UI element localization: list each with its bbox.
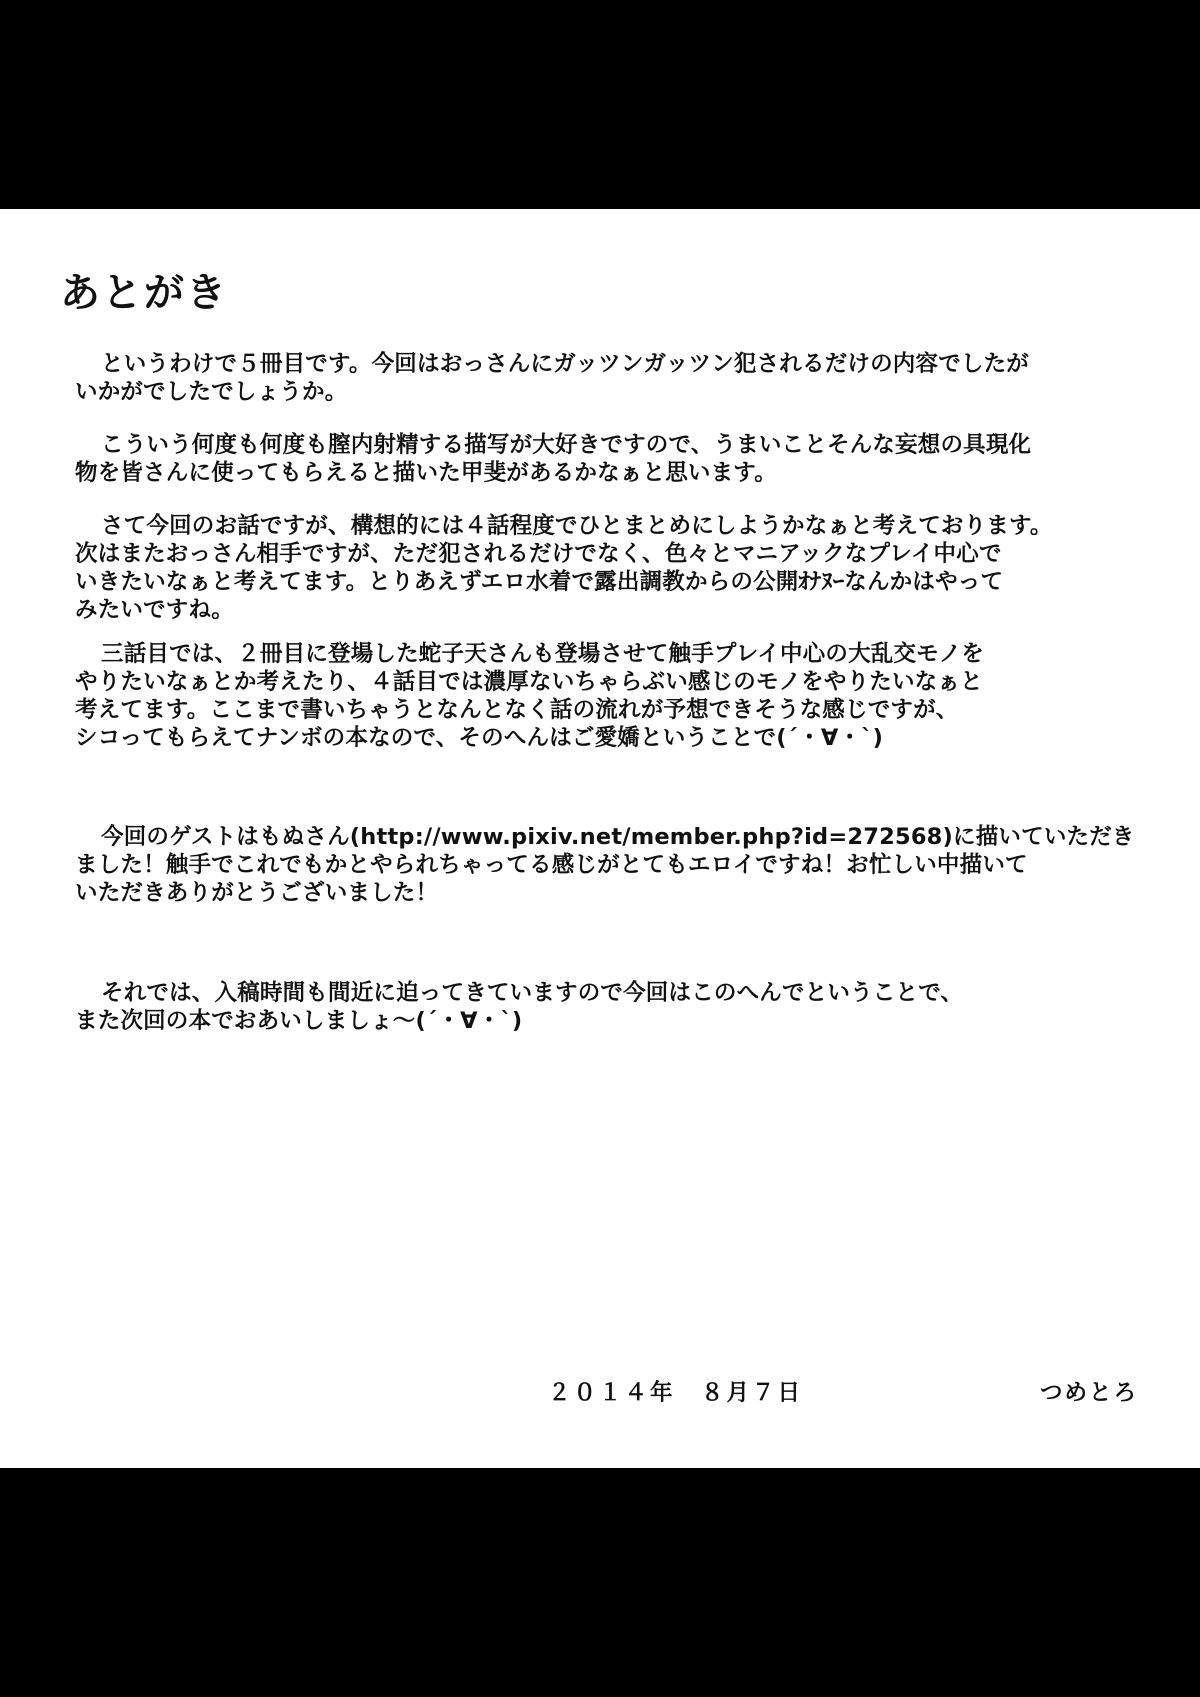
paragraph-1 [75, 350, 1175, 406]
paragraph-guest-thanks [75, 823, 1175, 907]
paragraph-line: それでは、入稿時間も間近に迫ってきていますので今回はこのへんでということで、 [101, 980, 964, 1006]
paragraph-line: シコってもらえてナンボの本なので、そのへんはご愛嬌ということで(´・∀・`) [75, 725, 884, 751]
paragraph-line: さて今回のお話ですが、構想的には４話程度でひとまとめにしようかなぁと考えております。 [101, 513, 1053, 539]
paragraph-4 [75, 640, 1175, 752]
paragraph-line: いきたいなぁと考えてます。とりあえずエロ水着で露出調教からの公開ｵﾅﾇｰなんかはやって [75, 569, 1004, 595]
paragraph-line: いかがでしたでしょうか。 [75, 379, 348, 405]
paragraph-line: 考えてます。ここまで書いちゃうとなんとなく話の流れが予想できそうな感じですが、 [75, 697, 959, 723]
paragraph-line: 今回のゲストはもぬさん(http://www.pixiv.net/member.php?id=272568)に描いていただき [101, 824, 1135, 850]
paragraph-closing [75, 979, 1175, 1035]
paragraph-line: 次はまたおっさん相手ですが、ただ犯されるだけでなく、色々とマニアックなプレイ中心で [75, 541, 1002, 567]
author-signature: つめとろ [1040, 1380, 1139, 1406]
paragraph-line: みたいですね。 [75, 597, 234, 623]
date-line: ２０１４年 ８月７日 [548, 1380, 804, 1406]
paragraph-line: 三話目では、２冊目に登場した蛇子天さんも登場させて触手プレイ中心の大乱交モノを [101, 641, 985, 667]
paragraph-line: ました！触手でこれでもかとやられちゃってる感じがとてもエロイですね！お忙しい中描いて [75, 852, 1028, 878]
paragraph-line: こういう何度も何度も膣内射精する描写が大好きですので、うまいことそんな妄想の具現化 [101, 432, 1032, 458]
paragraph-line: やりたいなぁとか考えたり、４話目では濃厚ないちゃらぶい感じのモノをやりたいなぁと [75, 669, 983, 695]
bottom-black-band [0, 1468, 1200, 1697]
paragraph-2 [75, 431, 1175, 487]
top-black-band [0, 0, 1200, 209]
paragraph-line: また次回の本でおあいしましょ～(´・∀・`) [75, 1008, 523, 1034]
page-title: あとがき [60, 270, 228, 316]
paragraph-line: いただきありがとうございました！ [75, 880, 439, 906]
paragraph-line: 物を皆さんに使ってもらえると描いた甲斐があるかなぁと思います。 [75, 460, 777, 486]
paragraph-3 [75, 512, 1175, 624]
paragraph-line: というわけで５冊目です。今回はおっさんにガッツンガッツン犯されるだけの内容でしたが [101, 351, 1030, 377]
afterword-page [0, 209, 1200, 1468]
